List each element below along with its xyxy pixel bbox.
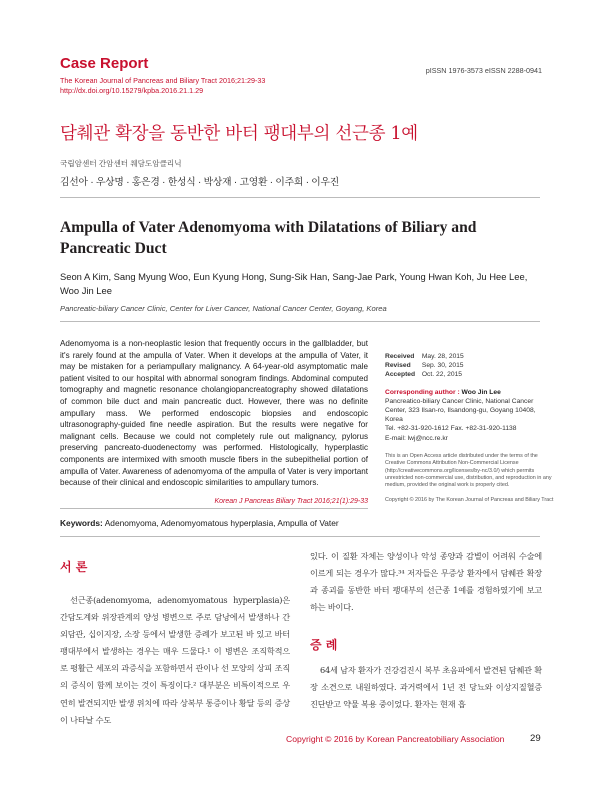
- article-type: Case Report: [60, 55, 149, 72]
- case-body: 64세 남자 환자가 건강검진시 복부 초음파에서 발견된 담췌관 확장 소견으로 내원하였다. 과거력에서 1년 전 당뇨와 이상지질혈증 진단받고 약물 복용 중이었다. 환자는 현재 흡: [310, 665, 542, 710]
- journal-citation: The Korean Journal of Pancreas and Biliary Tract 2016;21:29-33: [60, 76, 266, 85]
- footer-copyright: Copyright © 2016 by Korean Pancreatobiliary Association: [286, 734, 505, 744]
- divider: [60, 197, 540, 198]
- introduction-body: 선근종(adenomyoma, adenomyomatous hyperplasia)은 간담도계와 위장관계의 양성 병변으로 주로 담낭에서 발생하나 간외담관, 십이지장, 소장 등에서 발생한 증례가 보고된 바 있고 바터 팽대부에서 발생하는 경우는 매우 드물다.¹ 이 병변은 조직학적으로 평활근 세포의 과증식을 포함하면서 관이나 선 모양의 상피 조직의 증식이 함께 보이는 것이 특징이다.² 대부분은 비특이적으로 우연히 발견되지만 발생 위치에 따라 상복부 통증이나 황달 등의 증상이 나타날 수도: [60, 595, 290, 725]
- keywords: Keywords: Adenomyoma, Adenomyomatous hyperplasia, Ampulla of Vater: [60, 518, 339, 528]
- korean-title: 담췌관 확장을 동반한 바터 팽대부의 선근종 1예: [60, 124, 418, 144]
- case-heading: 증 례: [310, 638, 338, 652]
- introduction-continuation: 있다. 이 질환 자체는 양성이나 악성 종양과 감별이 어려워 수술에 이르게 되는 경우가 많다.³⁴ 저자들은 무증상 환자에서 담췌관 확장과 종괴를 동반한 바터 팽대부의 선근종 1예를 경험하였기에 보고하는 바이다.: [310, 551, 542, 613]
- sidebar-copyright: Copyright © 2016 by The Korean Journal of Pancreas and Biliary Tract: [385, 496, 554, 503]
- page-number: 29: [530, 733, 541, 744]
- divider: [60, 536, 540, 537]
- abstract-citation: Korean J Pancreas Biliary Tract 2016;21(1):29-33: [214, 498, 368, 505]
- doi-link[interactable]: http://dx.doi.org/10.15279/kpba.2016.21.1.29: [60, 86, 204, 95]
- corresponding-email[interactable]: E-mail: lwj@ncc.re.kr: [385, 434, 448, 442]
- received-date: Received May. 28, 2015: [385, 353, 464, 360]
- english-affiliation: Pancreatic-biliary Cancer Clinic, Center for Liver Cancer, National Cancer Center, Goyang, Korea: [60, 304, 387, 313]
- corresponding-address: Pancreatico-biliary Cancer Clinic, National Cancer Center, 323 Ilsan-ro, Ilsandong-gu, Goyang 10408, Korea: [385, 397, 536, 424]
- divider: [60, 508, 368, 509]
- open-access-notice: This is an Open Access article distributed under the terms of the Creative Commons Attribution Non-Commercial License (http://creativecommons.org/licenses/by-nc/3.0/) which permits unrestricted non-commercial use, distribution, and reproduction in any medium, provided the original work is properly cited.: [385, 452, 552, 489]
- corresponding-phone: Tel. +82-31-920-1612 Fax. +82-31-920-1138: [385, 425, 517, 433]
- divider: [60, 321, 540, 322]
- introduction-heading: 서 론: [60, 560, 88, 574]
- corresponding-author: Corresponding author : Woo Jin Lee: [385, 388, 501, 396]
- revised-date: Revised Sep. 30, 2015: [385, 362, 464, 370]
- abstract-text: Adenomyoma is a non-neoplastic lesion that frequently occurs in the gallbladder, but it's rarely found at the ampulla of Vater. When it develops at the ampulla of Vater, it may be mistaken for a periampullary malignancy. A 64-year-old asymptomatic male patient visited to our hospital with abnormal sonogram findings. Abdominal computed tomography and magnetic resonance cholangiopancreatography showed dilatations of common bile duct and main pancreatic duct. However, there was no definite ampullary mass. We performed endoscopic biopsies and endoscopic ultrasonography-guided fine needle aspiration. But the results were negative for malignant cells. Because we could not completely rule out malignancy, pylorus preserving pancreato-duodenectomy was performed. Histologically, hyperplastic components are intermixed with smooth muscle fibers in the subepithelial portion of ampulla of Vater. Awareness of adenomyoma of the ampulla of Vater is very important because of their clinical and endoscopic similarities to ampullary tumors.: [60, 339, 368, 488]
- korean-affiliation: 국립암센터 간암센터 췌담도암클리닉: [60, 159, 182, 168]
- english-title: Ampulla of Vater Adenomyoma with Dilatations of Biliary and Pancreatic Duct: [60, 219, 477, 257]
- english-authors: Seon A Kim, Sang Myung Woo, Eun Kyung Hong, Sung-Sik Han, Sang-Jae Park, Young Hwan Koh, Ju Hee Lee, Woo Jin Lee: [60, 271, 528, 296]
- korean-authors: 김선아 · 우상명 · 홍은경 · 한성식 · 박상재 · 고영환 · 이주희 · 이우진: [60, 177, 340, 188]
- issn: pISSN 1976-3573 eISSN 2288-0941: [425, 66, 542, 75]
- article-info-sidebar: [385, 352, 555, 505]
- accepted-date: Accepted Oct. 22, 2015: [385, 371, 463, 379]
